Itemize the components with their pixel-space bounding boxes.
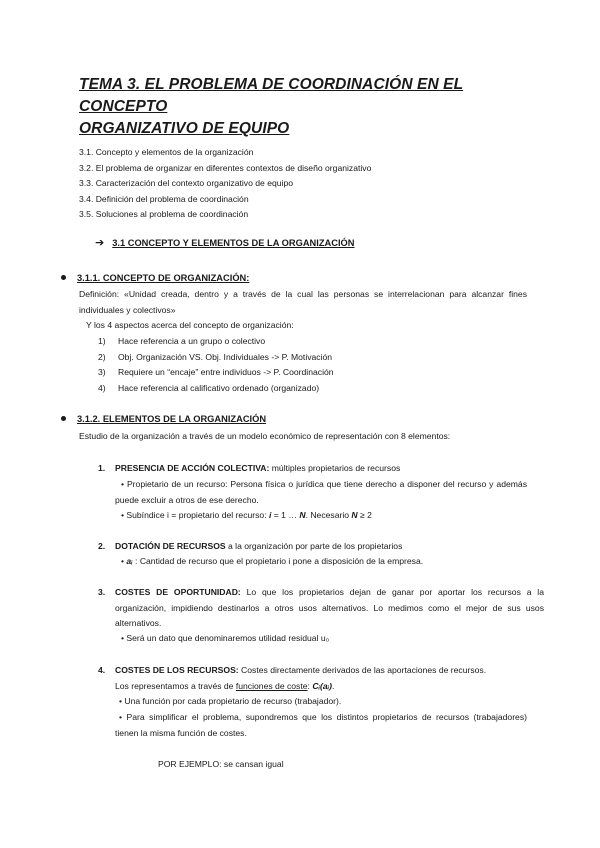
elements-intro: Estudio de la organización a través de un modelo económico de representación con 8 elementos:	[79, 431, 451, 441]
definition-paragraph: Definición: «Unidad creada, dentro y a través de la cual las personas se interrelacionan para alcanzar fines individuales y colectivos»	[79, 289, 527, 315]
item-1-bullet-1: • Propietario de un recurso: Persona física o jurídica que tiene derecho a disponer del recurso y además puede excluir a otros de ese derecho.	[115, 479, 527, 505]
item-label: PRESENCIA DE ACCIÓN COLECTIVA:	[115, 463, 270, 473]
item-text: múltiples propietarios de recursos	[269, 463, 401, 473]
bullet-text: ≥ 2	[357, 510, 372, 520]
bullet-dot-icon	[61, 275, 66, 280]
toc-item: 3.1. Concepto y elementos de la organización	[79, 147, 254, 157]
section-heading	[95, 236, 355, 249]
item-2-bullet-1	[121, 554, 423, 570]
item-text: Los representamos a través de	[115, 681, 236, 691]
toc-item: 3.5. Soluciones al problema de coordinación	[79, 209, 249, 219]
subsection-heading-concepto	[61, 273, 249, 283]
item-4-bullet-2: • Para simplificar el problema, supondremos que los distintos propietarios de recursos (trabajadores) tienen la misma función de costes.	[115, 712, 527, 738]
list-item-text: Hace referencia al calificativo ordenado (organizado)	[118, 382, 320, 393]
item-number: 3.	[98, 587, 106, 597]
bullet-text: . Necesario	[305, 510, 352, 520]
list-item-text: Obj. Organización VS. Obj. Individuales -> P. Motivación	[118, 351, 333, 362]
section-heading-text: 3.1 CONCEPTO Y ELEMENTOS DE LA ORGANIZACIÓN	[112, 238, 355, 248]
item-number: 1.	[98, 463, 106, 473]
item-4-bullet-1: • Una función por cada propietario de recurso (trabajador).	[119, 696, 342, 706]
item-label: COSTES DE OPORTUNIDAD:	[115, 587, 241, 597]
item-text: :	[307, 681, 313, 691]
bullet-dot-icon	[61, 416, 66, 421]
item-label: COSTES DE LOS RECURSOS:	[115, 665, 239, 675]
element-item-1	[98, 461, 400, 477]
item-text: a la organización por parte de los propietarios	[225, 541, 403, 551]
list-item-number: 1)	[98, 336, 106, 346]
item-number: 4.	[98, 665, 106, 675]
toc-item: 3.4. Definición del problema de coordinación	[79, 193, 249, 204]
aspects-intro: Y los 4 aspectos acerca del concepto de organización:	[86, 320, 294, 330]
list-item-text: Requiere un “encaje” entre individuos -> P. Coordinación	[118, 367, 334, 377]
page-title	[79, 74, 539, 140]
item-number: 2.	[98, 541, 106, 551]
example-note: POR EJEMPLO: se cansan igual	[158, 759, 284, 769]
toc-item: 3.3. Caracterización del contexto organizativo de equipo	[79, 178, 294, 188]
title-line-1: TEMA 3. EL PROBLEMA DE COORDINACIÓN EN EL CONCEPTO	[79, 76, 464, 115]
element-item-3	[98, 585, 544, 632]
list-item	[98, 365, 334, 381]
list-item	[98, 334, 334, 350]
math-symbol: aᵢ	[126, 556, 133, 566]
item-1-bullet-2	[121, 508, 372, 524]
item-4-line-2	[115, 679, 334, 695]
bullet-text: •	[121, 556, 127, 566]
bullet-text: : Cantidad de recurso que el propietario i pone a disposición de la empresa.	[132, 556, 424, 566]
item-text: .	[331, 681, 335, 691]
list-item	[98, 350, 334, 366]
toc-item: 3.2. El problema de organizar en diferentes contextos de diseño organizativo	[79, 162, 372, 173]
subsection-heading-text: 3.1.1. CONCEPTO DE ORGANIZACIÓN:	[77, 273, 250, 283]
list-item	[98, 381, 334, 397]
math-symbol: i	[269, 510, 272, 520]
list-item-number: 3)	[98, 367, 106, 377]
element-item-2	[98, 539, 402, 555]
list-item-number: 4)	[98, 382, 106, 393]
cost-functions-term: funciones de coste	[235, 681, 308, 691]
subsection-heading-elementos	[61, 414, 266, 424]
element-item-4	[98, 663, 486, 679]
bullet-text: = 1 …	[271, 510, 300, 520]
aspects-list	[98, 334, 334, 396]
bullet-text: • Subíndice i = propietario del recurso:	[121, 510, 269, 520]
math-symbol: N	[351, 510, 358, 520]
math-symbol: Cᵢ(aᵢ)	[312, 681, 332, 691]
right-arrow-icon: ➔	[95, 237, 105, 249]
item-3-bullet-1: • Será un dato que denominaremos utilidad residual u₀	[121, 633, 330, 643]
item-label: DOTACIÓN DE RECURSOS	[115, 541, 226, 551]
item-text: Lo que los propietarios dejan de ganar por aportar los recursos a la organización, impidiendo destinarlos a otros usos alternativos. Lo medimos como el mejor de sus usos alternativos.	[115, 587, 544, 628]
list-item-number: 2)	[98, 351, 106, 362]
subsection-heading-text: 3.1.2. ELEMENTOS DE LA ORGANIZACIÓN	[77, 414, 267, 424]
table-of-contents	[79, 145, 371, 223]
math-symbol: N	[299, 510, 306, 520]
title-line-2: ORGANIZATIVO DE EQUIPO	[79, 120, 290, 137]
item-text: Costes directamente derivados de las aportaciones de recursos.	[238, 665, 487, 675]
list-item-text: Hace referencia a un grupo o colectivo	[118, 336, 266, 346]
